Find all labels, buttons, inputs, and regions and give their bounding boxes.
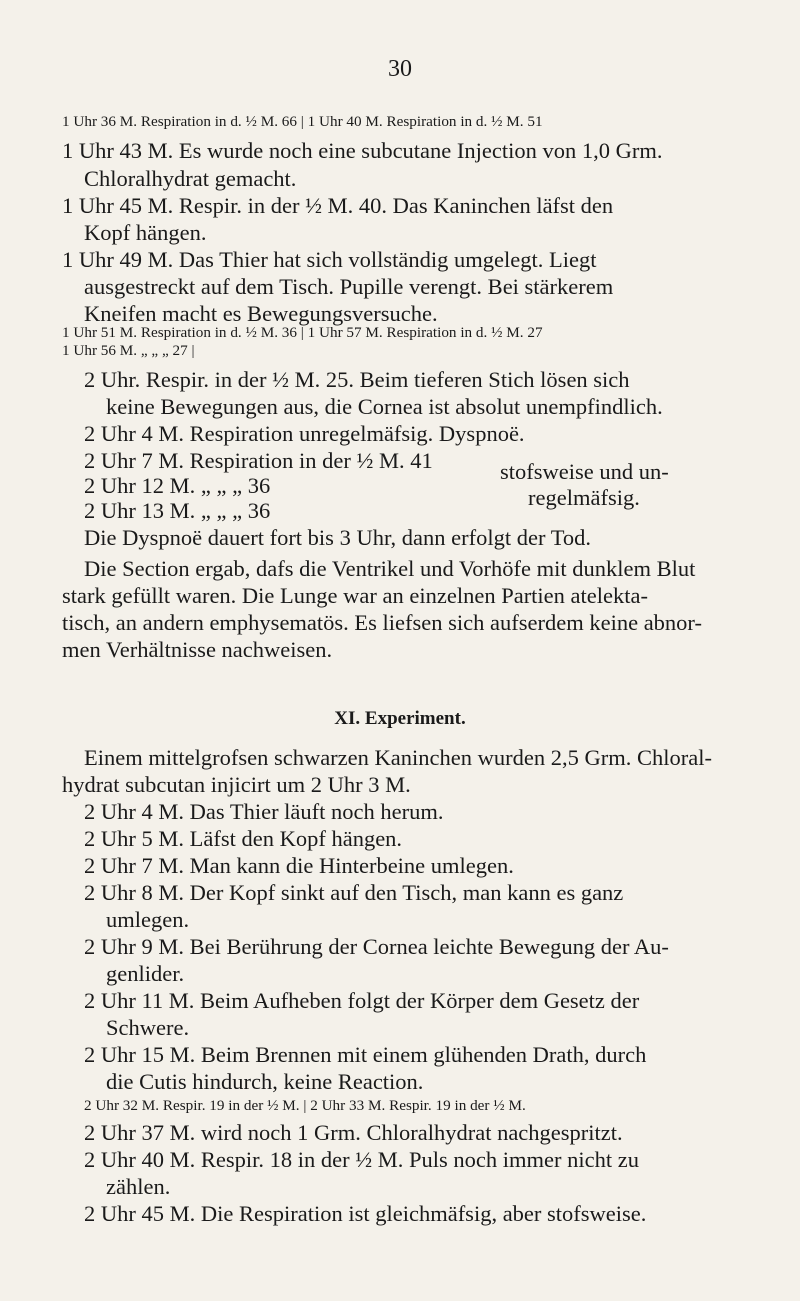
text-line: Chloralhydrat gemacht. bbox=[84, 166, 297, 191]
text-line: tisch, an andern emphysematös. Es liefsen sich aufserdem keine abnor- bbox=[62, 610, 702, 635]
text-line: 2 Uhr 45 M. Die Respiration ist gleichmäfsig, aber stofsweise. bbox=[84, 1201, 647, 1226]
text-line: stark gefüllt waren. Die Lunge war an einzelnen Partien atelekta- bbox=[62, 583, 648, 608]
text-line: 2 Uhr 4 M. Respiration unregelmäfsig. Dyspnoë. bbox=[84, 421, 525, 446]
respiration-row: 1 Uhr 56 M. „ „ „ 27 | bbox=[62, 342, 195, 359]
text-line: Kopf hängen. bbox=[84, 220, 207, 245]
text-line: 2 Uhr 7 M. Man kann die Hinterbeine umlegen. bbox=[84, 853, 514, 878]
text-line: 2 Uhr 13 M. „ „ „ 36 bbox=[84, 498, 271, 523]
text-line: 2 Uhr. Respir. in der ½ M. 25. Beim tieferen Stich lösen sich bbox=[84, 367, 630, 392]
text-line: Schwere. bbox=[106, 1015, 190, 1040]
respiration-row: 1 Uhr 51 M. Respiration in d. ½ M. 36 | 1 Uhr 57 M. Respiration in d. ½ M. 27 bbox=[62, 324, 543, 341]
text-line: genlider. bbox=[106, 961, 185, 986]
side-note: stofsweise und un- bbox=[500, 459, 669, 484]
text-line: die Cutis hindurch, keine Reaction. bbox=[106, 1069, 424, 1094]
text-line: Die Section ergab, dafs die Ventrikel und Vorhöfe mit dunklem Blut bbox=[84, 556, 696, 581]
text-line: 1 Uhr 45 M. Respir. in der ½ M. 40. Das Kaninchen läfst den bbox=[62, 193, 614, 218]
text-line: zählen. bbox=[106, 1174, 171, 1199]
text-line: umlegen. bbox=[106, 907, 190, 932]
text-line: 2 Uhr 40 M. Respir. 18 in der ½ M. Puls noch immer nicht zu bbox=[84, 1147, 639, 1172]
text-line: 1 Uhr 43 M. Es wurde noch eine subcutane Injection von 1,0 Grm. bbox=[62, 138, 663, 163]
text-line: Die Dyspnoë dauert fort bis 3 Uhr, dann erfolgt der Tod. bbox=[84, 525, 591, 550]
text-line: Kneifen macht es Bewegungsversuche. bbox=[84, 301, 438, 326]
text-line: hydrat subcutan injicirt um 2 Uhr 3 M. bbox=[62, 772, 411, 797]
text-line: 1 Uhr 49 M. Das Thier hat sich vollständig umgelegt. Liegt bbox=[62, 247, 597, 272]
text-line: Einem mittelgrofsen schwarzen Kaninchen wurden 2,5 Grm. Chloral- bbox=[84, 745, 712, 770]
text-line: 2 Uhr 9 M. Bei Berührung der Cornea leichte Bewegung der Au- bbox=[84, 934, 669, 959]
text-line: 2 Uhr 11 M. Beim Aufheben folgt der Körper dem Gesetz der bbox=[84, 988, 640, 1013]
text-line: men Verhältnisse nachweisen. bbox=[62, 637, 333, 662]
section-heading: XI. Experiment. bbox=[334, 708, 466, 729]
text-line: ausgestreckt auf dem Tisch. Pupille verengt. Bei stärkerem bbox=[84, 274, 614, 299]
respiration-row: 1 Uhr 36 M. Respiration in d. ½ M. 66 | 1 Uhr 40 M. Respiration in d. ½ M. 51 bbox=[62, 113, 543, 130]
text-line: 2 Uhr 5 M. Läfst den Kopf hängen. bbox=[84, 826, 403, 851]
text-line: 2 Uhr 8 M. Der Kopf sinkt auf den Tisch, man kann es ganz bbox=[84, 880, 624, 905]
page-number: 30 bbox=[388, 56, 412, 82]
text-line: keine Bewegungen aus, die Cornea ist absolut unempfindlich. bbox=[106, 394, 663, 419]
side-note: regelmäfsig. bbox=[528, 485, 640, 510]
text-line: 2 Uhr 7 M. Respiration in der ½ M. 41 bbox=[84, 448, 433, 473]
text-line: 2 Uhr 37 M. wird noch 1 Grm. Chloralhydrat nachgespritzt. bbox=[84, 1120, 623, 1145]
respiration-row: 2 Uhr 32 M. Respir. 19 in der ½ M. | 2 Uhr 33 M. Respir. 19 in der ½ M. bbox=[84, 1097, 526, 1114]
text-line: 2 Uhr 4 M. Das Thier läuft noch herum. bbox=[84, 799, 444, 824]
text-line: 2 Uhr 12 M. „ „ „ 36 bbox=[84, 473, 271, 498]
text-line: 2 Uhr 15 M. Beim Brennen mit einem glühenden Drath, durch bbox=[84, 1042, 647, 1067]
